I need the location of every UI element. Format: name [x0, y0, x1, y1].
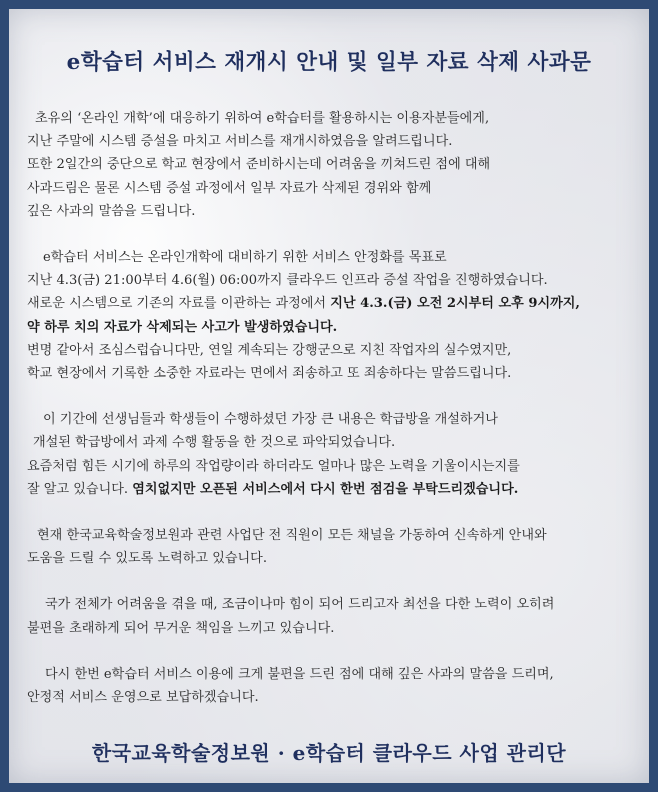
text-line	[27, 153, 639, 176]
text-segment: 깊은 사과의 말씀을 드립니다.	[27, 203, 196, 219]
text-segment: 개설된 학급방에서 과제 수행 활동을 한 것으로 파악되었습니다.	[33, 435, 396, 451]
paragraph	[27, 107, 639, 223]
text-line	[27, 292, 639, 315]
text-segment: 안정적 서비스 운영으로 보답하겠습니다.	[27, 690, 259, 706]
text-segment: 국가 전체가 어려움을 겪을 때, 조금이나마 힘이 되어 드리고자 최선을 다한 노력이 오히려	[45, 597, 555, 613]
text-segment: 사과드림은 물론 시스템 증설 과정에서 일부 자료가 삭제된 경위와 함께	[27, 180, 432, 196]
text-segment: 이 기간에 선생님들과 학생들이 수행하셨던 가장 큰 내용은 학급방을 개설하거나	[43, 412, 498, 428]
text-segment: 초유의 ‘온라인 개학’에 대응하기 위하여 e학습터를 활용하시는 이용자분들에게,	[35, 111, 490, 126]
text-segment: 도움을 드릴 수 있도록 노력하고 있습니다.	[27, 551, 267, 567]
text-line	[27, 246, 639, 269]
emphasized-text: 지난 4.3.(금) 오전 2시부터 오후 9시까지,	[330, 296, 580, 312]
text-line	[27, 455, 639, 478]
text-line	[27, 408, 639, 431]
emphasized-text: 약 하루 치의 자료가 삭제되는 사고가 발생하였습니다.	[27, 319, 338, 335]
document-title: e학습터 서비스 재개시 안내 및 일부 자료 삭제 사과문	[66, 50, 592, 75]
text-segment: 현재 한국교육학술정보원과 관련 사업단 전 직원이 모든 채널을 가동하여 신속하게 안내와	[37, 528, 547, 544]
text-line	[27, 617, 639, 640]
text-line	[27, 663, 639, 686]
text-segment: 다시 한번 e학습터 서비스 이용에 크게 불편을 드린 점에 대해 깊은 사과의 말씀을 드리며,	[45, 666, 554, 682]
emphasized-text: 염치없지만 오픈된 서비스에서 다시 한번 점검을 부탁드리겠습니다.	[132, 481, 519, 497]
paragraph	[27, 246, 639, 385]
text-segment: e학습터 서비스는 온라인개학에 대비하기 위한 서비스 안정화를 목표로	[43, 250, 447, 266]
text-segment: 변명 같아서 조심스럽습니다만, 연일 계속되는 강행군으로 지친 작업자의 실수였지만,	[27, 342, 512, 358]
text-line	[27, 431, 639, 454]
text-segment: 지난 4.3(금) 21:00부터 4.6(월) 06:00까지 클라우드 인프라 증설 작업을 진행하였습니다.	[27, 273, 548, 289]
text-line	[27, 200, 639, 223]
letter-paper	[9, 9, 649, 783]
text-segment: 학교 현장에서 기록한 소중한 자료라는 면에서 죄송하고 또 죄송하다는 말씀드립니다.	[27, 366, 512, 382]
text-segment: 지난 주말에 시스템 증설을 마치고 서비스를 재개시하였음을 알려드립니다.	[27, 134, 453, 150]
text-line	[27, 524, 639, 547]
text-line	[27, 686, 639, 709]
paragraph	[27, 663, 639, 709]
text-line	[27, 269, 639, 292]
text-line	[27, 593, 639, 616]
text-line	[27, 547, 639, 570]
text-line	[27, 339, 639, 362]
text-line	[27, 130, 639, 153]
text-segment: 불편을 초래하게 되어 무거운 책임을 느끼고 있습니다.	[27, 620, 335, 636]
paragraph	[27, 408, 639, 501]
text-line	[27, 107, 639, 130]
paragraph	[27, 593, 639, 639]
text-line	[27, 316, 639, 339]
text-segment: 새로운 시스템으로 기존의 자료를 이관하는 과정에서	[27, 296, 331, 312]
document-body	[27, 107, 639, 732]
text-line	[27, 478, 639, 501]
text-segment: 또한 2일간의 중단으로 학교 현장에서 준비하시는데 어려움을 끼쳐드린 점에 대해	[27, 157, 491, 173]
signature-organization: 한국교육학술정보원 · e학습터 클라우드 사업 관리단	[91, 741, 567, 765]
paragraph	[27, 524, 639, 570]
text-line	[27, 362, 639, 385]
text-segment: 요즘처럼 힘든 시기에 하루의 작업량이라 하더라도 얼마나 많은 노력을 기울이시는지를	[27, 458, 520, 474]
text-line	[27, 177, 639, 200]
text-segment: 잘 알고 있습니다.	[27, 481, 133, 497]
